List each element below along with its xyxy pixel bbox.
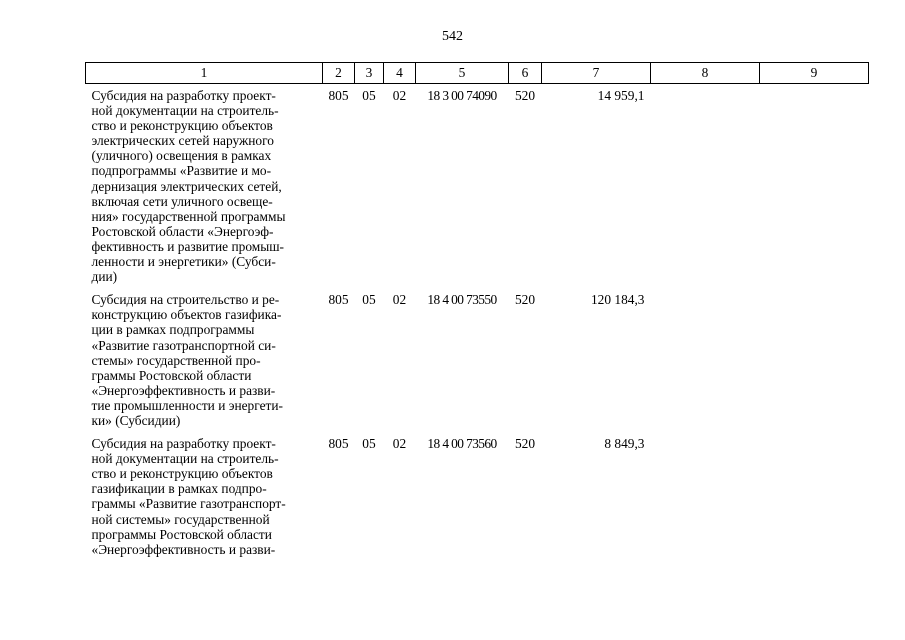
description-line: стемы» государственной про- bbox=[91, 352, 261, 368]
description-line: фективность и развитие промыш- bbox=[91, 238, 285, 254]
description-line: Субсидия на разработку проект- bbox=[91, 88, 276, 103]
description-line: «Энергоэффективность и разви- bbox=[91, 382, 276, 398]
header-cell-6: 6 bbox=[509, 63, 542, 84]
description-line: граммы Ростовской области bbox=[91, 367, 252, 383]
amount-col-9 bbox=[760, 432, 869, 561]
amount: 120 184,3 bbox=[590, 292, 645, 308]
description-line: Ростовской области «Энергоэф- bbox=[91, 223, 274, 239]
description-line: Субсидия на строительство и ре- bbox=[91, 292, 280, 308]
expense-type-code: 520 bbox=[514, 292, 536, 308]
section-code: 05 bbox=[362, 292, 376, 308]
row-description bbox=[86, 288, 323, 432]
description-line: ки» (Субсидии) bbox=[91, 412, 181, 428]
amount-col-8 bbox=[651, 288, 760, 432]
description-line: ной системы» государственной bbox=[91, 511, 270, 527]
expense-type-code: 520 bbox=[514, 88, 536, 103]
header-cell-3: 3 bbox=[355, 63, 384, 84]
table-row bbox=[86, 84, 869, 289]
target-article-code: 18 4 00 73560 bbox=[427, 436, 497, 452]
row-description bbox=[86, 432, 323, 561]
description-line: ленности и энергетики» (Субси- bbox=[91, 254, 276, 270]
description-line: ции в рамках подпрограммы bbox=[91, 322, 255, 338]
amount-col-9 bbox=[760, 84, 869, 289]
description-line: подпрограммы «Развитие и мо- bbox=[91, 163, 272, 179]
page-number: 542 bbox=[442, 29, 463, 44]
target-article-code: 18 3 00 74090 bbox=[427, 88, 497, 103]
description-line: включая сети уличного освеще- bbox=[91, 193, 273, 209]
description-line: дии) bbox=[91, 269, 118, 285]
table-row bbox=[86, 432, 869, 561]
subsection-code: 02 bbox=[392, 88, 407, 103]
amount: 14 959,1 bbox=[597, 88, 645, 103]
description-line: ство и реконструкцию объектов bbox=[91, 466, 273, 482]
description-line: ной документации на строитель- bbox=[91, 103, 279, 119]
description-line: электрических сетей наружного bbox=[91, 133, 274, 149]
expense-type-code: 520 bbox=[514, 436, 536, 452]
target-article-code: 18 4 00 73550 bbox=[427, 292, 497, 308]
description-line: программы Ростовской области bbox=[91, 526, 272, 542]
header-cell-7: 7 bbox=[542, 63, 651, 84]
table-row bbox=[86, 288, 869, 432]
description-line: газификации в рамках подпро- bbox=[91, 481, 267, 497]
subsection-code: 02 bbox=[392, 436, 407, 452]
header-cell-4: 4 bbox=[384, 63, 416, 84]
amount-col-8 bbox=[651, 84, 760, 289]
header-cell-1: 1 bbox=[86, 63, 323, 84]
ministry-code: 805 bbox=[328, 292, 349, 308]
description-line: «Энергоэффективность и разви- bbox=[91, 541, 276, 557]
description-line: Субсидия на разработку проект- bbox=[91, 436, 276, 452]
budget-table bbox=[85, 62, 869, 561]
ministry-code: 805 bbox=[328, 88, 349, 103]
section-code: 05 bbox=[362, 88, 376, 103]
description-line: ной документации на строитель- bbox=[91, 451, 279, 467]
header-row bbox=[86, 63, 869, 84]
row-description bbox=[86, 84, 323, 289]
description-line: дернизация электрических сетей, bbox=[91, 178, 282, 194]
description-line: (уличного) освещения в рамках bbox=[91, 148, 272, 164]
description-line: ния» государственной программы bbox=[91, 208, 286, 224]
header-cell-9: 9 bbox=[760, 63, 869, 84]
header-cell-5: 5 bbox=[416, 63, 509, 84]
subsection-code: 02 bbox=[392, 292, 407, 308]
amount-col-9 bbox=[760, 288, 869, 432]
header-cell-8: 8 bbox=[651, 63, 760, 84]
section-code: 05 bbox=[362, 436, 376, 452]
description-line: конструкцию объектов газифика- bbox=[91, 307, 282, 323]
description-line: граммы «Развитие газотранспорт- bbox=[91, 496, 286, 512]
header-cell-2: 2 bbox=[323, 63, 355, 84]
description-line: «Развитие газотранспортной си- bbox=[91, 337, 276, 353]
amount-col-8 bbox=[651, 432, 760, 561]
description-line: ство и реконструкцию объектов bbox=[91, 118, 273, 134]
description-line: тие промышленности и энергети- bbox=[91, 397, 283, 413]
amount: 8 849,3 bbox=[604, 436, 645, 452]
ministry-code: 805 bbox=[328, 436, 349, 452]
